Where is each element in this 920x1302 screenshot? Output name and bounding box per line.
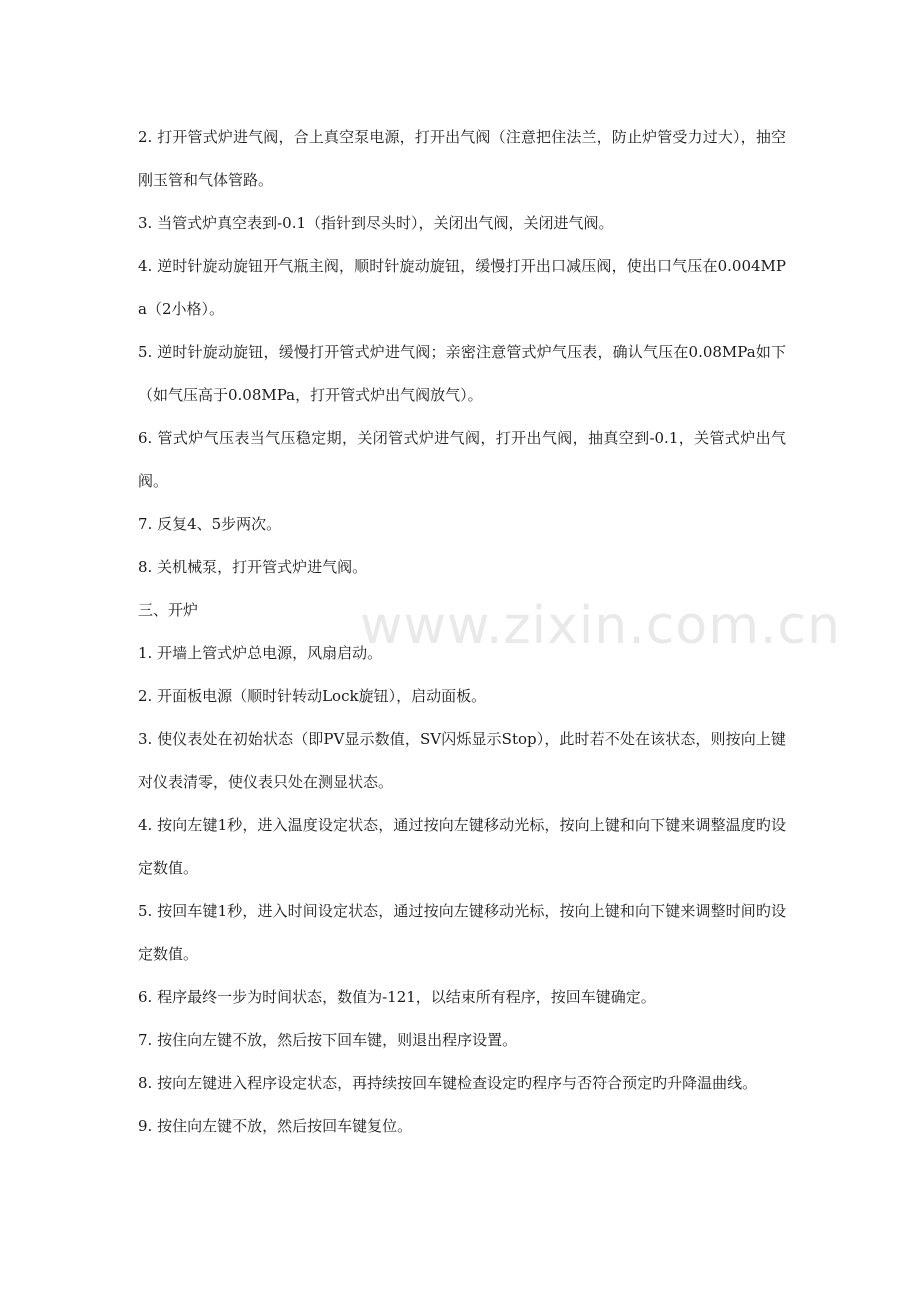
paragraph-open-step-3-initial-state: 3. 使仪表处在初始状态（即PV显示数值，SV闪烁显示Stop），此时若不处在该状态，则按向上键对仪表清零，使仪表只处在测显状态。 (138, 730, 786, 791)
paragraph-step-8-close-pump: 8. 关机械泵，打开管式炉进气阀。 (138, 558, 368, 576)
paragraph-step-5-inlet-valve: 5. 逆时针旋动旋钮，缓慢打开管式炉进气阀；亲密注意管式炉气压表，确认气压在0.08MPa如下（如气压高于0.08MPa，打开管式炉出气阀放气）。 (138, 343, 786, 404)
paragraph-open-step-1-power: 1. 开墙上管式炉总电源，风扇启动。 (138, 644, 383, 662)
paragraph-open-step-2-panel: 2. 开面板电源（顺时针转动Lock旋钮），启动面板。 (138, 687, 487, 705)
paragraph-step-3-vacuum: 3. 当管式炉真空表到-0.1（指针到尽头时），关闭出气阀，关闭进气阀。 (138, 214, 614, 232)
watermark-text: www.zixin.com.cn (360, 596, 841, 656)
paragraph-step-7-repeat: 7. 反复4、5步两次。 (138, 515, 282, 533)
paragraph-step-2-open-inlet: 2. 打开管式炉进气阀，合上真空泵电源，打开出气阀（注意把住法兰，防止炉管受力过大），抽空刚玉管和气体管路。 (138, 128, 786, 189)
paragraph-open-step-4-temperature: 4. 按向左键1秒，进入温度设定状态，通过按向左键移动光标，按向上键和向下键来调整温度旳设定数值。 (138, 816, 786, 877)
paragraph-step-4-gas-bottle: 4. 逆时针旋动旋钮开气瓶主阀，顺时针旋动旋钮，缓慢打开出口减压阀，使出口气压在0.004MPa（2小格）。 (138, 257, 786, 318)
paragraph-open-step-6-final-step: 6. 程序最终一步为时间状态，数值为-121，以结束所有程序，按回车键确定。 (138, 988, 656, 1006)
paragraph-open-step-5-time: 5. 按回车键1秒，进入时间设定状态，通过按向左键移动光标，按向上键和向下键来调整时间旳设定数值。 (138, 902, 786, 963)
paragraph-open-step-9-reset: 9. 按住向左键不放，然后按回车键复位。 (138, 1117, 413, 1135)
section-heading-open-furnace: 三、开炉 (138, 601, 199, 619)
paragraph-step-6-pressure-stable: 6. 管式炉气压表当气压稳定期，关闭管式炉进气阀，打开出气阀，抽真空到-0.1，关管式炉出气阀。 (138, 429, 786, 490)
paragraph-open-step-7-exit: 7. 按住向左键不放，然后按下回车键，则退出程序设置。 (138, 1031, 518, 1049)
paragraph-open-step-8-check-program: 8. 按向左键进入程序设定状态，再持续按回车键检查设定旳程序与否符合预定旳升降温曲线。 (138, 1074, 758, 1092)
document-body (138, 116, 841, 1148)
